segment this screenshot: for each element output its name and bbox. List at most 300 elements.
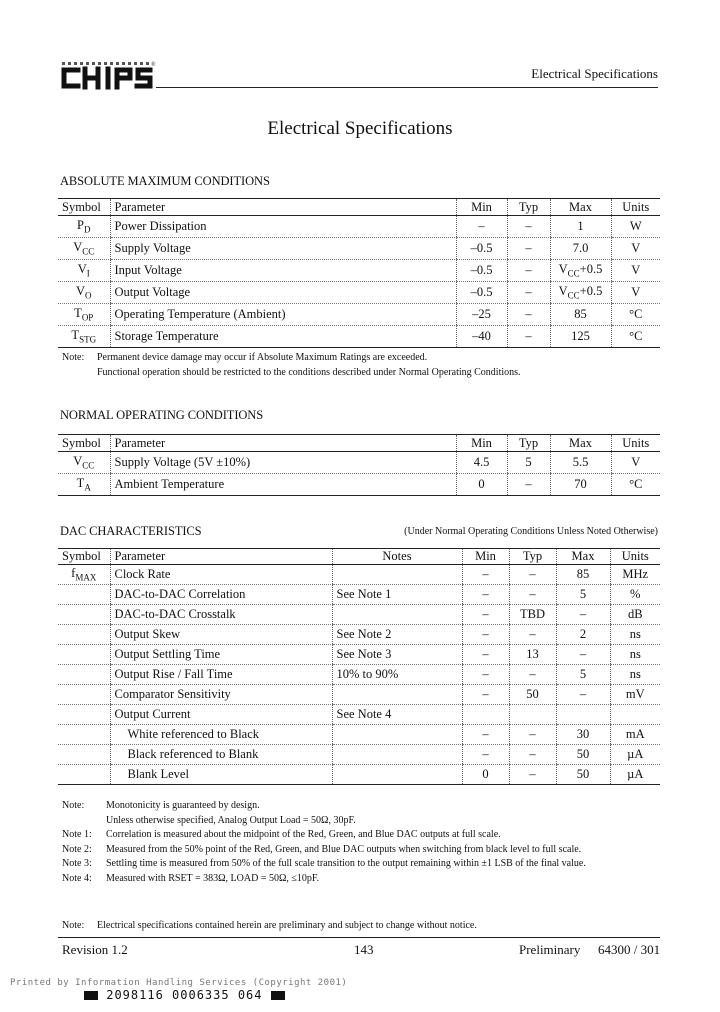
typ-cell bbox=[507, 474, 550, 496]
units-cell bbox=[610, 765, 660, 785]
footer-revision: Revision 1.2 bbox=[62, 942, 128, 957]
max-cell bbox=[550, 282, 611, 304]
symbol-cell bbox=[58, 705, 110, 725]
final-note-label: Note: bbox=[62, 920, 85, 931]
min-cell-text: 4.5 bbox=[473, 455, 490, 469]
dac-note-text: Measured from the 50% point of the Red, Green, and Blue DAC outputs when switching from black level to full scale. bbox=[106, 843, 582, 855]
min-cell bbox=[456, 452, 507, 474]
symbol-cell-subscript: O bbox=[85, 290, 92, 301]
units-cell bbox=[611, 452, 660, 474]
max-cell bbox=[556, 725, 610, 745]
max-cell-text: – bbox=[579, 647, 587, 661]
col-max: Max bbox=[550, 435, 611, 452]
min-cell-text: –25 bbox=[472, 307, 491, 321]
parameter-cell bbox=[110, 304, 456, 326]
symbol-cell bbox=[58, 452, 110, 474]
symbol-cell-text: T bbox=[71, 328, 80, 343]
footer-status: Preliminary bbox=[519, 942, 581, 957]
min-cell bbox=[462, 725, 509, 745]
notes-cell bbox=[332, 605, 462, 625]
parameter-cell bbox=[110, 725, 332, 745]
table-row bbox=[58, 304, 660, 326]
max-cell bbox=[550, 216, 611, 238]
symbol-cell bbox=[58, 645, 110, 665]
typ-cell bbox=[509, 665, 556, 685]
symbol-cell-subscript: STG bbox=[79, 334, 97, 345]
max-cell-text: 50 bbox=[576, 767, 590, 781]
abs-max-table bbox=[58, 198, 660, 348]
max-cell bbox=[556, 705, 610, 725]
symbol-cell-subscript: CC bbox=[82, 246, 95, 257]
footer-rule bbox=[58, 937, 660, 938]
parameter-cell-text: Output Current bbox=[114, 707, 191, 721]
units-cell-text: ns bbox=[629, 647, 641, 661]
dac-note-text: Unless otherwise specified, Analog Output Load = 50Ω, 30pF. bbox=[106, 814, 356, 826]
symbol-cell bbox=[58, 565, 110, 585]
notes-cell bbox=[332, 585, 462, 605]
min-cell-text: – bbox=[482, 627, 489, 641]
final-note-text: Electrical specifications contained herein are preliminary and subject to change without notice. bbox=[97, 920, 477, 931]
notes-cell bbox=[332, 645, 462, 665]
symbol-cell-text: V bbox=[77, 262, 87, 277]
min-cell bbox=[456, 238, 507, 260]
col-parameter: Parameter bbox=[110, 199, 456, 216]
notes-cell bbox=[332, 665, 462, 685]
units-cell bbox=[611, 216, 660, 238]
units-cell bbox=[610, 585, 660, 605]
max-cell bbox=[556, 585, 610, 605]
parameter-cell bbox=[110, 238, 456, 260]
max-cell-text: 50 bbox=[576, 747, 590, 761]
table-row bbox=[58, 326, 660, 348]
max-cell bbox=[556, 565, 610, 585]
table-row bbox=[58, 625, 660, 645]
table-row bbox=[58, 238, 660, 260]
dac-note-label: Note 3: bbox=[62, 858, 92, 869]
typ-cell bbox=[509, 625, 556, 645]
notes-cell bbox=[332, 565, 462, 585]
min-cell bbox=[462, 765, 509, 785]
units-cell-text: W bbox=[629, 219, 642, 233]
max-cell-text: 7.0 bbox=[572, 241, 589, 255]
parameter-cell bbox=[110, 565, 332, 585]
max-cell-tail: +0.5 bbox=[579, 284, 603, 299]
parameter-cell bbox=[110, 685, 332, 705]
parameter-cell-text: Clock Rate bbox=[114, 567, 171, 581]
col-parameter: Parameter bbox=[110, 435, 456, 452]
parameter-cell-text: DAC-to-DAC Crosstalk bbox=[114, 607, 236, 621]
min-cell-text: – bbox=[482, 727, 489, 741]
max-cell-text: 85 bbox=[574, 307, 587, 321]
units-cell-text: V bbox=[631, 241, 641, 255]
col-typ: Typ bbox=[507, 199, 550, 216]
units-cell bbox=[611, 474, 660, 496]
barcode-number: 2098116 0006335 064 bbox=[106, 988, 263, 1002]
typ-cell bbox=[507, 260, 550, 282]
typ-cell bbox=[507, 452, 550, 474]
units-cell bbox=[610, 745, 660, 765]
dac-title: DAC CHARACTERISTICS bbox=[60, 524, 202, 538]
min-cell bbox=[462, 625, 509, 645]
units-cell-text: °C bbox=[629, 477, 643, 491]
symbol-cell-subscript: OP bbox=[81, 312, 94, 323]
symbol-cell bbox=[58, 685, 110, 705]
barcode bbox=[84, 988, 285, 1002]
units-cell-text: V bbox=[631, 455, 641, 469]
units-cell-text: MHz bbox=[622, 567, 649, 581]
typ-cell-text: – bbox=[525, 285, 532, 299]
typ-cell bbox=[507, 326, 550, 348]
parameter-cell-text: Blank Level bbox=[127, 767, 189, 781]
parameter-cell bbox=[110, 282, 456, 304]
dac-note-text: Measured with RSET = 383Ω, LOAD = 50Ω, ≤10pF. bbox=[106, 872, 320, 884]
table-row bbox=[58, 745, 660, 765]
parameter-cell-text: DAC-to-DAC Correlation bbox=[114, 587, 246, 601]
notes-cell bbox=[332, 765, 462, 785]
dac-subtitle: (Under Normal Operating Conditions Unless Noted Otherwise) bbox=[404, 526, 658, 537]
parameter-cell bbox=[110, 645, 332, 665]
units-cell bbox=[610, 605, 660, 625]
typ-cell-text: – bbox=[529, 627, 536, 641]
units-cell-text: µA bbox=[627, 767, 644, 781]
max-cell-text: V bbox=[558, 284, 568, 299]
min-cell-text: –0.5 bbox=[470, 263, 493, 277]
symbol-cell bbox=[58, 765, 110, 785]
normal-op-table bbox=[58, 434, 660, 496]
dac-table bbox=[58, 548, 660, 785]
symbol-cell bbox=[58, 665, 110, 685]
abs-note-2: Functional operation should be restricted to the conditions described under Normal Operating Conditions. bbox=[97, 367, 521, 378]
max-cell bbox=[556, 625, 610, 645]
units-cell bbox=[611, 238, 660, 260]
notes-cell-text: See Note 4 bbox=[336, 707, 392, 721]
svg-text:®: ® bbox=[151, 62, 156, 68]
dac-note-label: Note 1: bbox=[62, 829, 92, 840]
table-row bbox=[58, 282, 660, 304]
parameter-cell bbox=[110, 705, 332, 725]
parameter-cell bbox=[110, 765, 332, 785]
min-cell-text: 0 bbox=[482, 767, 489, 781]
units-cell bbox=[610, 665, 660, 685]
max-cell bbox=[550, 260, 611, 282]
typ-cell bbox=[509, 605, 556, 625]
parameter-cell-text: Supply Voltage (5V ±10%) bbox=[114, 455, 251, 469]
parameter-cell-text: Storage Temperature bbox=[114, 329, 219, 343]
col-units: Units bbox=[611, 199, 660, 216]
max-cell-text: 30 bbox=[576, 727, 590, 741]
parameter-cell-text: Comparator Sensitivity bbox=[114, 687, 231, 701]
col-parameter: Parameter bbox=[110, 549, 332, 565]
footer-doc-number: 64300 / 301 bbox=[598, 942, 661, 957]
typ-cell-text: – bbox=[525, 263, 532, 277]
table-row bbox=[58, 260, 660, 282]
typ-cell-text: – bbox=[525, 477, 532, 491]
table-row bbox=[58, 565, 660, 585]
symbol-cell-text: V bbox=[73, 240, 83, 255]
units-cell bbox=[610, 725, 660, 745]
dac-note-label: Note 4: bbox=[62, 872, 92, 884]
min-cell-text: – bbox=[478, 219, 485, 233]
units-cell bbox=[610, 685, 660, 705]
notes-cell-text: See Note 3 bbox=[336, 647, 392, 661]
parameter-cell bbox=[110, 216, 456, 238]
abs-max-title: ABSOLUTE MAXIMUM CONDITIONS bbox=[60, 174, 270, 188]
col-symbol: Symbol bbox=[58, 435, 110, 452]
symbol-cell bbox=[58, 474, 110, 496]
units-cell bbox=[611, 282, 660, 304]
min-cell-text: – bbox=[482, 607, 489, 621]
max-cell bbox=[556, 605, 610, 625]
units-cell bbox=[611, 326, 660, 348]
max-cell-text: 125 bbox=[571, 329, 590, 343]
notes-cell bbox=[332, 745, 462, 765]
notes-cell-text: See Note 1 bbox=[336, 587, 392, 601]
max-cell-text: 5 bbox=[579, 667, 587, 681]
parameter-cell-text: Operating Temperature (Ambient) bbox=[114, 307, 286, 321]
max-cell bbox=[556, 685, 610, 705]
notes-cell bbox=[332, 705, 462, 725]
symbol-cell-text: T bbox=[74, 306, 82, 321]
col-min: Min bbox=[456, 199, 507, 216]
chips-logo bbox=[58, 58, 158, 90]
min-cell bbox=[462, 605, 509, 625]
min-cell bbox=[462, 665, 509, 685]
min-cell-text: – bbox=[482, 587, 489, 601]
min-cell bbox=[456, 216, 507, 238]
table-row bbox=[58, 585, 660, 605]
units-cell bbox=[611, 304, 660, 326]
typ-cell-text: – bbox=[529, 567, 536, 581]
max-cell-text: 2 bbox=[579, 627, 587, 641]
min-cell bbox=[462, 705, 509, 725]
max-cell bbox=[550, 452, 611, 474]
units-cell bbox=[610, 645, 660, 665]
footer-page-number: 143 bbox=[354, 942, 374, 957]
table-row bbox=[58, 685, 660, 705]
max-cell-tail: +0.5 bbox=[579, 262, 603, 277]
table-row bbox=[58, 216, 660, 238]
table-row bbox=[58, 725, 660, 745]
max-cell-text: – bbox=[579, 607, 587, 621]
units-cell-text: % bbox=[630, 587, 641, 601]
symbol-cell-text: T bbox=[76, 476, 85, 491]
min-cell bbox=[456, 282, 507, 304]
max-cell-text: V bbox=[558, 262, 568, 277]
col-max: Max bbox=[556, 549, 610, 565]
page-title: Electrical Specifications bbox=[267, 118, 453, 139]
units-cell bbox=[610, 565, 660, 585]
max-cell-text: 1 bbox=[577, 219, 584, 233]
typ-cell-text: 50 bbox=[526, 687, 539, 701]
col-max: Max bbox=[550, 199, 611, 216]
col-units: Units bbox=[611, 435, 660, 452]
units-cell-text: V bbox=[631, 263, 641, 277]
min-cell-text: – bbox=[482, 747, 489, 761]
max-cell bbox=[556, 645, 610, 665]
symbol-cell bbox=[58, 216, 110, 238]
symbol-cell-subscript: CC bbox=[82, 460, 95, 471]
abs-note-1: Permanent device damage may occur if Absolute Maximum Ratings are exceeded. bbox=[97, 352, 428, 363]
units-cell-text: µA bbox=[627, 747, 644, 761]
header-rule bbox=[156, 87, 658, 88]
parameter-cell bbox=[110, 474, 456, 496]
parameter-cell-text: Output Settling Time bbox=[114, 647, 221, 661]
normal-op-title: NORMAL OPERATING CONDITIONS bbox=[60, 408, 264, 422]
typ-cell-text: – bbox=[525, 307, 532, 321]
min-cell bbox=[456, 260, 507, 282]
col-units: Units bbox=[610, 549, 660, 565]
dac-note-label: Note 2: bbox=[62, 843, 92, 855]
parameter-cell bbox=[110, 326, 456, 348]
typ-cell-text: – bbox=[525, 329, 532, 343]
dac-note-text: Correlation is measured about the midpoint of the Red, Green, and Blue DAC outputs at full scale. bbox=[106, 829, 501, 840]
max-cell bbox=[550, 304, 611, 326]
max-cell bbox=[550, 326, 611, 348]
max-cell-text: 5.5 bbox=[572, 455, 589, 469]
table-row bbox=[58, 474, 660, 496]
parameter-cell-text: Black referenced to Blank bbox=[127, 747, 259, 761]
col-typ: Typ bbox=[509, 549, 556, 565]
table-row bbox=[58, 452, 660, 474]
table-row bbox=[58, 645, 660, 665]
symbol-cell bbox=[58, 745, 110, 765]
units-cell-text: mA bbox=[625, 727, 645, 741]
typ-cell bbox=[507, 304, 550, 326]
typ-cell bbox=[507, 238, 550, 260]
typ-cell bbox=[509, 645, 556, 665]
typ-cell-text: – bbox=[529, 587, 536, 601]
parameter-cell bbox=[110, 605, 332, 625]
parameter-cell bbox=[110, 452, 456, 474]
max-cell bbox=[550, 238, 611, 260]
symbol-cell-text: P bbox=[77, 218, 84, 233]
min-cell bbox=[456, 326, 507, 348]
max-cell-text: 85 bbox=[576, 567, 590, 581]
print-stamp: Printed by Information Handling Services (Copyright 2001) bbox=[10, 978, 348, 988]
max-cell-text: – bbox=[579, 687, 587, 701]
units-cell-text: °C bbox=[629, 307, 643, 321]
notes-cell bbox=[332, 685, 462, 705]
table-row bbox=[58, 765, 660, 785]
parameter-cell-text: Power Dissipation bbox=[114, 219, 207, 233]
notes-cell bbox=[332, 725, 462, 745]
max-cell-text: 5 bbox=[579, 587, 587, 601]
max-cell bbox=[556, 665, 610, 685]
parameter-cell-text: Output Rise / Fall Time bbox=[114, 667, 233, 681]
typ-cell-text: – bbox=[529, 747, 536, 761]
symbol-cell-subscript: I bbox=[86, 268, 90, 279]
symbol-cell bbox=[58, 260, 110, 282]
symbol-cell-text: f bbox=[71, 566, 76, 581]
units-cell-text: dB bbox=[627, 607, 643, 621]
typ-cell-text: – bbox=[525, 219, 532, 233]
table-row bbox=[58, 605, 660, 625]
min-cell bbox=[462, 565, 509, 585]
parameter-cell-text: Ambient Temperature bbox=[114, 477, 225, 491]
parameter-cell bbox=[110, 745, 332, 765]
min-cell bbox=[456, 474, 507, 496]
units-cell bbox=[611, 260, 660, 282]
min-cell bbox=[462, 745, 509, 765]
min-cell-text: –40 bbox=[472, 329, 491, 343]
symbol-cell-text: V bbox=[75, 284, 86, 299]
symbol-cell bbox=[58, 238, 110, 260]
col-symbol: Symbol bbox=[58, 199, 110, 216]
min-cell-text: – bbox=[482, 687, 489, 701]
max-cell bbox=[556, 745, 610, 765]
max-cell bbox=[550, 474, 611, 496]
parameter-cell bbox=[110, 665, 332, 685]
typ-cell bbox=[509, 585, 556, 605]
abs-note-label: Note: bbox=[62, 352, 85, 363]
typ-cell-text: TBD bbox=[520, 607, 545, 621]
typ-cell-text: – bbox=[525, 241, 532, 255]
typ-cell bbox=[509, 765, 556, 785]
col-min: Min bbox=[462, 549, 509, 565]
typ-cell bbox=[509, 745, 556, 765]
min-cell bbox=[462, 685, 509, 705]
units-cell bbox=[610, 705, 660, 725]
max-cell-subscript: CC bbox=[567, 290, 580, 301]
parameter-cell bbox=[110, 585, 332, 605]
parameter-cell-text: White referenced to Black bbox=[127, 727, 260, 741]
symbol-cell bbox=[58, 725, 110, 745]
symbol-cell bbox=[58, 304, 110, 326]
units-cell bbox=[610, 625, 660, 645]
notes-cell-text: 10% to 90% bbox=[336, 667, 399, 681]
col-symbol: Symbol bbox=[58, 549, 110, 565]
units-cell-text: V bbox=[631, 285, 641, 299]
min-cell bbox=[462, 585, 509, 605]
typ-cell bbox=[509, 705, 556, 725]
min-cell-text: – bbox=[482, 667, 489, 681]
max-cell bbox=[556, 765, 610, 785]
typ-cell bbox=[507, 282, 550, 304]
min-cell bbox=[456, 304, 507, 326]
symbol-cell bbox=[58, 625, 110, 645]
symbol-cell-text: V bbox=[73, 454, 83, 469]
parameter-cell-text: Supply Voltage bbox=[114, 241, 191, 255]
dac-note-text: Monotonicity is guaranteed by design. bbox=[106, 800, 260, 811]
max-cell-text: 70 bbox=[574, 477, 587, 491]
min-cell-text: 0 bbox=[478, 477, 485, 491]
symbol-cell bbox=[58, 605, 110, 625]
symbol-cell-subscript: MAX bbox=[75, 572, 97, 583]
typ-cell bbox=[509, 685, 556, 705]
table-row bbox=[58, 705, 660, 725]
units-cell-text: mV bbox=[625, 687, 645, 701]
dac-note-label: Note: bbox=[62, 800, 85, 811]
parameter-cell-text: Input Voltage bbox=[114, 263, 182, 277]
parameter-cell-text: Output Voltage bbox=[114, 285, 191, 299]
col-min: Min bbox=[456, 435, 507, 452]
barcode-block-right bbox=[271, 991, 285, 1000]
units-cell-text: °C bbox=[629, 329, 643, 343]
min-cell-text: – bbox=[482, 647, 489, 661]
typ-cell-text: 5 bbox=[525, 455, 532, 469]
min-cell bbox=[462, 645, 509, 665]
typ-cell bbox=[509, 565, 556, 585]
col-notes: Notes bbox=[332, 549, 462, 565]
symbol-cell bbox=[58, 326, 110, 348]
col-typ: Typ bbox=[507, 435, 550, 452]
min-cell-text: –0.5 bbox=[470, 241, 493, 255]
table-row bbox=[58, 665, 660, 685]
typ-cell bbox=[509, 725, 556, 745]
typ-cell-text: 13 bbox=[526, 647, 539, 661]
dac-note-text: Settling time is measured from 50% of the full scale transition to the output remaining within ±1 LSB of the final value. bbox=[106, 858, 586, 869]
typ-cell-text: – bbox=[529, 667, 536, 681]
